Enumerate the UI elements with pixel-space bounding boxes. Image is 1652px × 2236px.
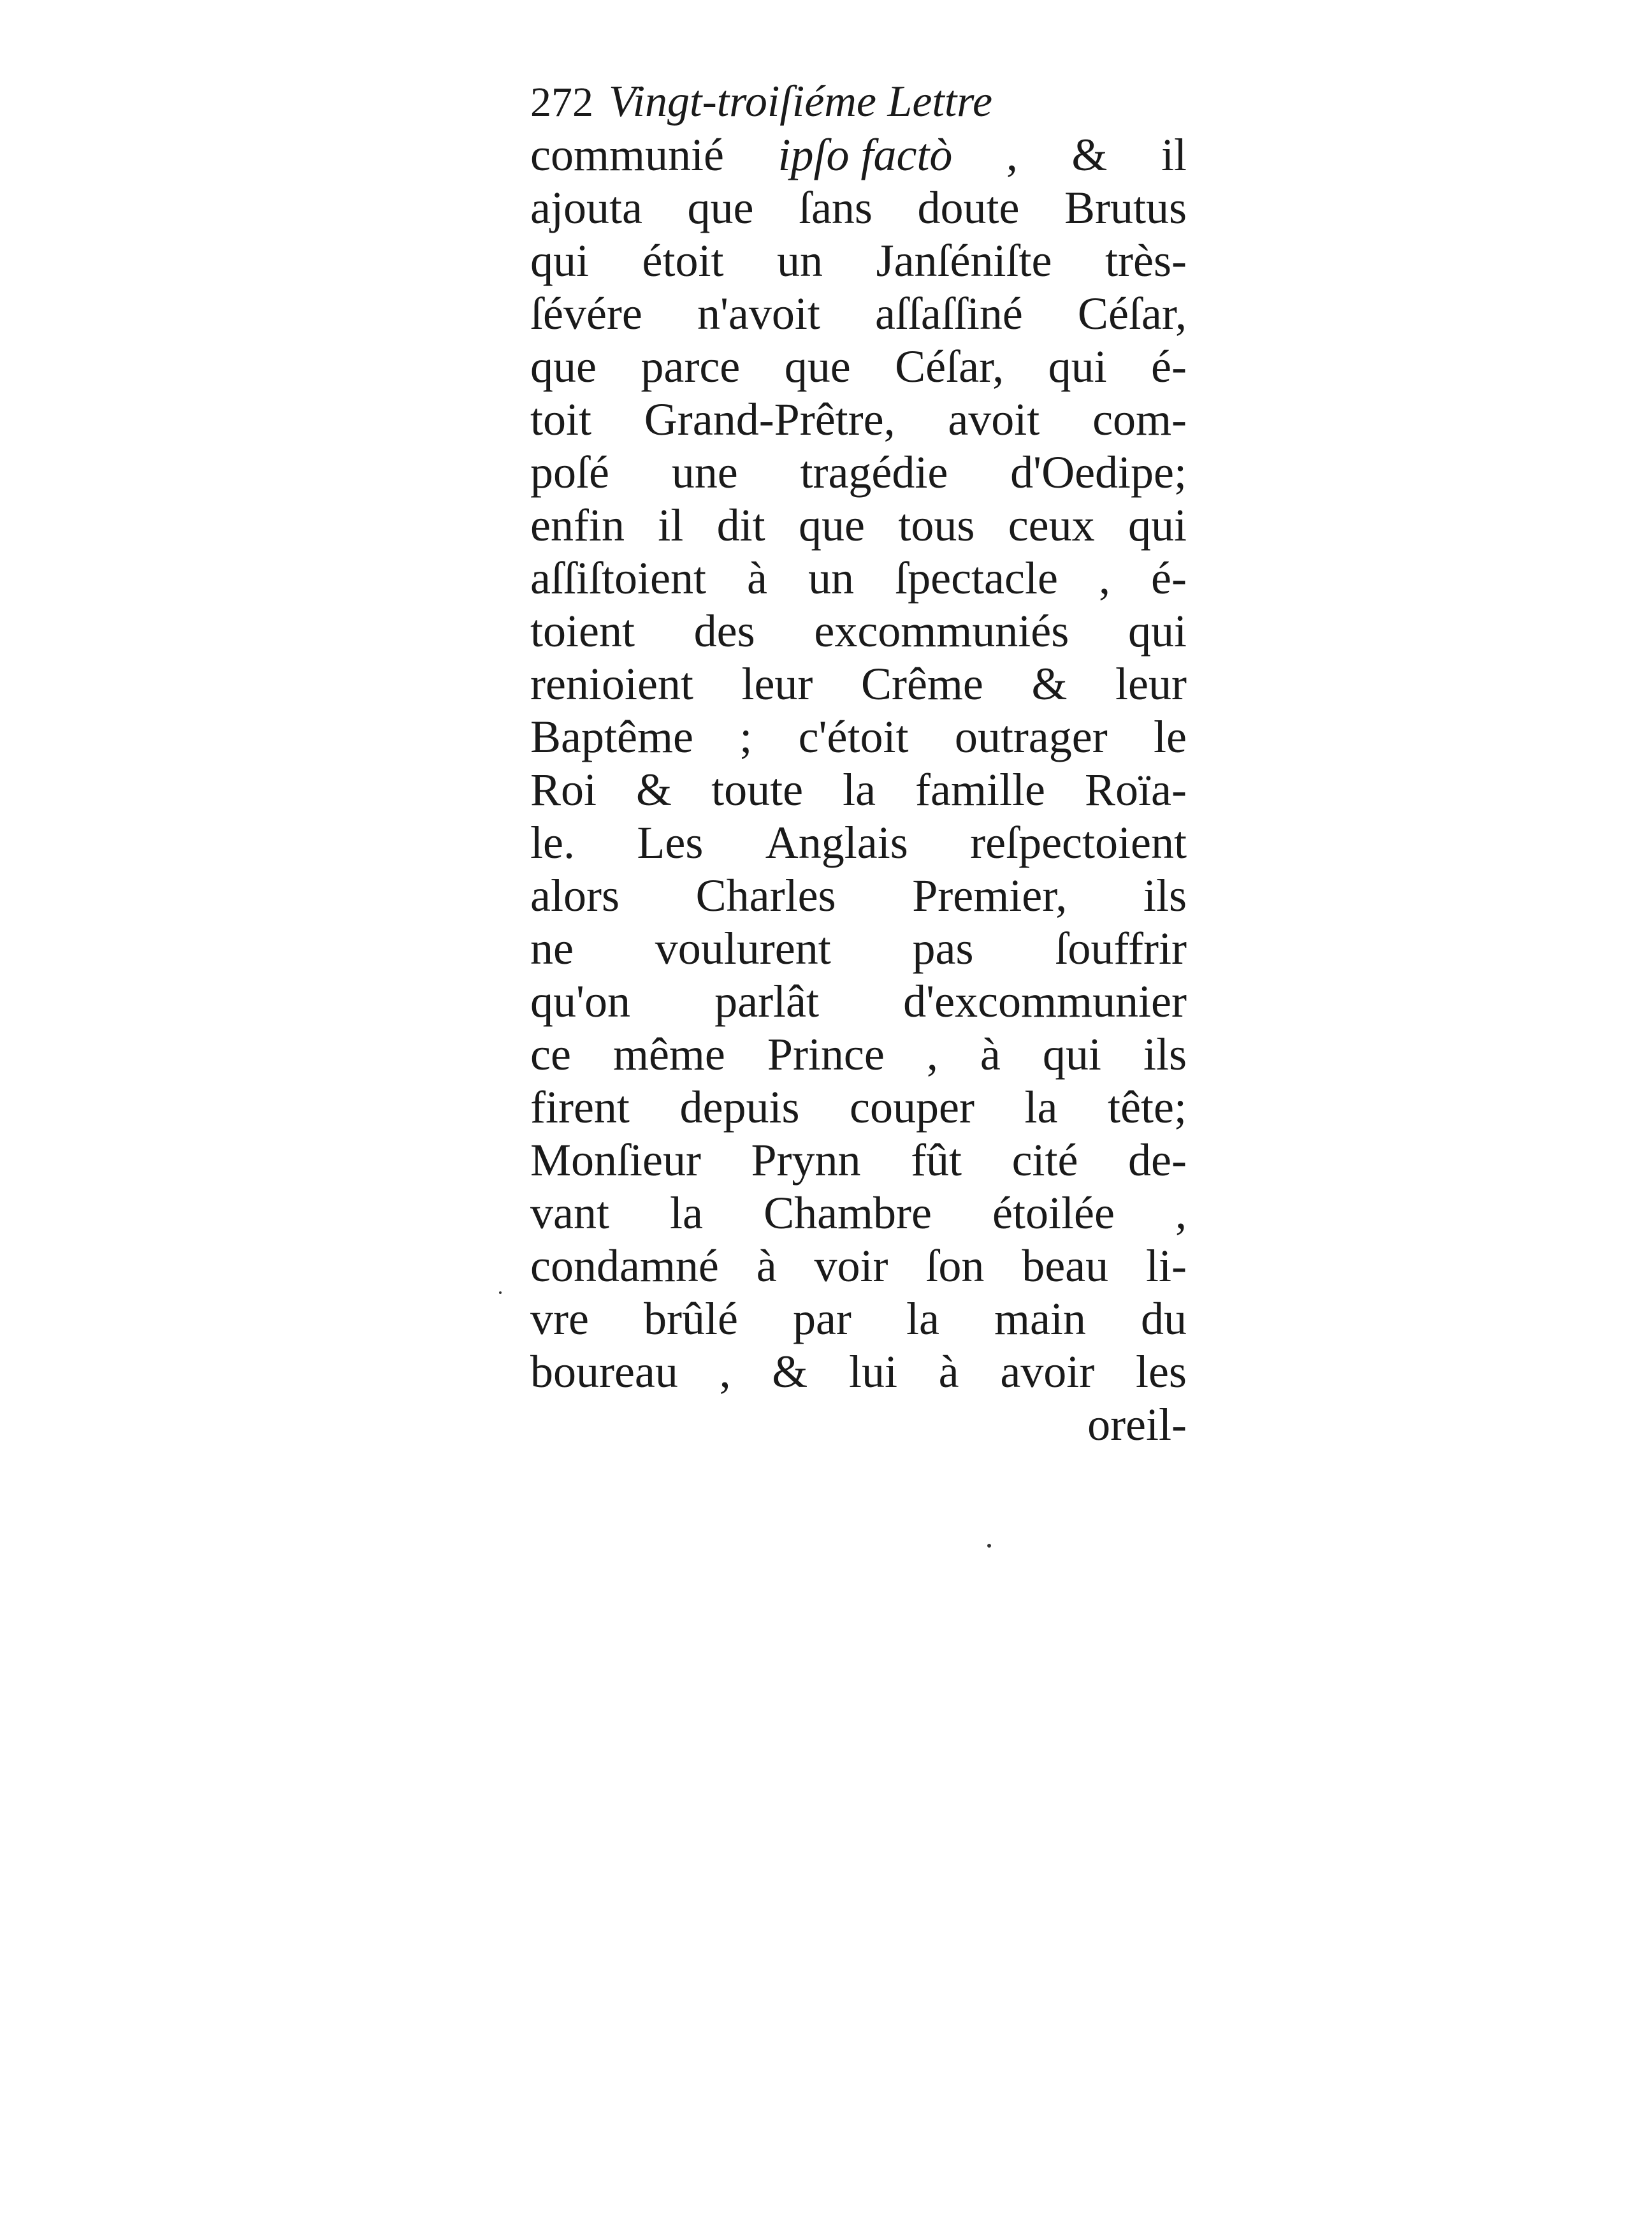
- word: famille: [915, 764, 1045, 815]
- text-line: [530, 446, 1187, 499]
- word: qui: [1048, 341, 1107, 392]
- running-header: [530, 75, 1187, 129]
- text-line: [530, 1081, 1187, 1134]
- word: ce: [530, 1029, 571, 1080]
- text-line: [530, 711, 1187, 764]
- word: des: [693, 606, 755, 657]
- text-line: [530, 340, 1187, 393]
- text-line: [530, 869, 1187, 922]
- word: très-: [1105, 235, 1187, 286]
- word: tragédie: [800, 447, 948, 498]
- word: reſpectoient: [970, 817, 1187, 868]
- word: brûlé: [643, 1293, 738, 1344]
- word: Charles: [695, 870, 836, 921]
- page-text-block: [530, 75, 1187, 1451]
- text-line: [530, 1293, 1187, 1346]
- word: à: [747, 553, 767, 604]
- word: de-: [1128, 1135, 1187, 1186]
- word: un: [777, 235, 823, 286]
- text-line: [530, 1028, 1187, 1081]
- word: ,: [719, 1346, 731, 1397]
- word: vant: [530, 1187, 609, 1238]
- word: boureau: [530, 1346, 678, 1397]
- word: la: [1024, 1082, 1058, 1133]
- word: ajouta: [530, 182, 642, 233]
- word: parce: [641, 341, 741, 392]
- word: ſouffrir: [1055, 923, 1187, 974]
- word: une: [671, 447, 738, 498]
- word: à: [980, 1029, 1001, 1080]
- word: que: [530, 341, 597, 392]
- text-line: [530, 817, 1187, 869]
- word: pas: [912, 923, 974, 974]
- word: Baptême: [530, 711, 693, 762]
- word: qui: [530, 235, 590, 286]
- word: &: [636, 764, 672, 815]
- word: d'Oedipe;: [1010, 447, 1187, 498]
- word: parlât: [714, 976, 820, 1027]
- word: fût: [911, 1135, 962, 1186]
- word: com-: [1092, 394, 1187, 445]
- running-title: Vingt-troiſiéme Lettre: [609, 77, 993, 126]
- text-line: [530, 182, 1187, 235]
- word: Premier,: [912, 870, 1068, 921]
- word: outrager: [954, 711, 1108, 762]
- word: la: [670, 1187, 703, 1238]
- word: d'excommunier: [903, 976, 1187, 1027]
- word: main: [994, 1293, 1086, 1344]
- word: que: [784, 341, 851, 392]
- word: qui: [1127, 606, 1187, 657]
- word: doute: [917, 182, 1020, 233]
- page-number: 272: [530, 79, 593, 126]
- word: ſévére: [530, 288, 642, 339]
- word: enfin: [530, 500, 625, 551]
- word: il: [658, 500, 684, 551]
- word: alors: [530, 870, 620, 921]
- word: qu'on: [530, 976, 630, 1027]
- word: ipſo factò: [778, 129, 953, 180]
- word: ,: [1006, 129, 1018, 180]
- text-line: [530, 764, 1187, 817]
- word: le: [1154, 711, 1187, 762]
- word: ſon: [925, 1240, 985, 1291]
- word: é-: [1151, 341, 1187, 392]
- word: poſé: [530, 447, 609, 498]
- word: ;: [739, 711, 753, 762]
- word: condamné: [530, 1240, 719, 1291]
- word: communié: [530, 129, 724, 180]
- word: Prince: [767, 1029, 885, 1080]
- word: Janſéniſte: [876, 235, 1052, 286]
- word: que: [687, 182, 754, 233]
- word: étoit: [642, 235, 724, 286]
- word: du: [1140, 1293, 1187, 1344]
- word: Chambre: [764, 1187, 932, 1238]
- text-line: [530, 1240, 1187, 1293]
- word: Anglais: [765, 817, 908, 868]
- word: aſſaſſiné: [874, 288, 1023, 339]
- word: ſpectacle: [895, 553, 1058, 604]
- text-line: [530, 287, 1187, 340]
- word: c'étoit: [798, 711, 909, 762]
- word: lui: [848, 1346, 897, 1397]
- word: un: [808, 553, 855, 604]
- word: Les: [637, 817, 704, 868]
- ink-speck: [499, 1291, 502, 1294]
- word: la: [906, 1293, 939, 1344]
- word: à: [938, 1346, 959, 1397]
- text-line: [530, 235, 1187, 287]
- word: voir: [814, 1240, 888, 1291]
- word: ne: [530, 923, 574, 974]
- text-line: [530, 129, 1187, 182]
- text-line: [530, 1346, 1187, 1398]
- word: couper: [850, 1082, 975, 1133]
- word: voulurent: [655, 923, 831, 974]
- text-line: [530, 1187, 1187, 1240]
- word: par: [792, 1293, 851, 1344]
- word: qui: [1127, 500, 1187, 551]
- word: Roïa-: [1084, 764, 1187, 815]
- word: étoilée: [992, 1187, 1115, 1238]
- word: toute: [711, 764, 804, 815]
- word: toient: [530, 606, 635, 657]
- text-line: [530, 393, 1187, 446]
- text-line: [530, 1134, 1187, 1187]
- ink-speck: [987, 1544, 991, 1548]
- word: leur: [1115, 658, 1187, 709]
- word: tous: [898, 500, 975, 551]
- text-line: [530, 975, 1187, 1028]
- word: firent: [530, 1082, 630, 1133]
- word: la: [843, 764, 876, 815]
- word: beau: [1022, 1240, 1109, 1291]
- word: qui: [1042, 1029, 1101, 1080]
- word: &: [1031, 658, 1068, 709]
- word: é-: [1151, 553, 1187, 604]
- word: Brutus: [1064, 182, 1187, 233]
- word: leur: [741, 658, 813, 709]
- word: Grand-Prêtre,: [644, 394, 895, 445]
- word: ils: [1143, 1029, 1187, 1080]
- text-line: [530, 658, 1187, 711]
- word: ,: [1175, 1187, 1187, 1238]
- word: ſans: [798, 182, 873, 233]
- word: ils: [1143, 870, 1187, 921]
- word: renioient: [530, 658, 693, 709]
- word: Céſar,: [1077, 288, 1187, 339]
- word: depuis: [679, 1082, 800, 1133]
- word: toit: [530, 394, 592, 445]
- catchword-line: [530, 1398, 1187, 1451]
- word: aſſiſtoient: [530, 553, 706, 604]
- word: ceux: [1008, 500, 1095, 551]
- text-line: [530, 922, 1187, 975]
- text-line: [530, 552, 1187, 605]
- word: à: [756, 1240, 777, 1291]
- word: vre: [530, 1293, 589, 1344]
- word: &: [1071, 129, 1108, 180]
- word: n'avoit: [697, 288, 820, 339]
- word: le.: [530, 817, 575, 868]
- word: même: [612, 1029, 725, 1080]
- word: avoir: [1000, 1346, 1095, 1397]
- word: les: [1135, 1346, 1187, 1397]
- word: Prynn: [751, 1135, 861, 1186]
- word: que: [799, 500, 865, 551]
- text-line: [530, 499, 1187, 552]
- word: Crême: [860, 658, 983, 709]
- catchword: oreil-: [1087, 1399, 1187, 1450]
- word: ,: [1098, 553, 1110, 604]
- word: Céſar,: [895, 341, 1004, 392]
- word: dit: [716, 500, 765, 551]
- word: tête;: [1108, 1082, 1187, 1133]
- word: Roi: [530, 764, 597, 815]
- word: Monſieur: [530, 1135, 701, 1186]
- word: cité: [1011, 1135, 1078, 1186]
- word: avoit: [948, 394, 1040, 445]
- text-line: [530, 605, 1187, 658]
- word: ,: [926, 1029, 938, 1080]
- word: il: [1161, 129, 1187, 180]
- body-text: [530, 129, 1187, 1398]
- word: &: [772, 1346, 808, 1397]
- word: excommuniés: [814, 606, 1069, 657]
- word: li-: [1145, 1240, 1187, 1291]
